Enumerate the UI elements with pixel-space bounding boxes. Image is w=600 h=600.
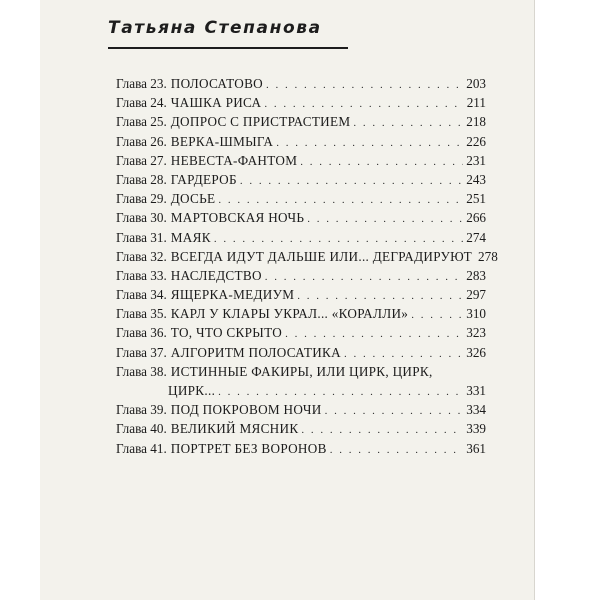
chapter-number: Глава 29.	[116, 191, 167, 207]
chapter-number: Глава 35.	[116, 306, 167, 322]
chapter-number: Глава 31.	[116, 229, 167, 245]
dot-leader	[300, 153, 463, 172]
chapter-number: Глава 25.	[116, 114, 167, 130]
toc-entry	[116, 247, 498, 266]
page-number: 278	[478, 248, 498, 264]
chapter-number: Глава 30.	[116, 210, 167, 226]
toc-entry	[116, 189, 486, 208]
dot-leader	[353, 114, 463, 133]
chapter-title: НЕВЕСТА-ФАНТОМ	[170, 152, 298, 168]
dot-leader	[276, 134, 463, 153]
right-margin	[535, 0, 600, 600]
toc-entry	[116, 93, 486, 112]
toc-entry	[116, 266, 486, 285]
toc-entry	[116, 151, 486, 170]
toc-entry	[116, 439, 486, 458]
chapter-title: ТО, ЧТО СКРЫТО	[170, 325, 283, 341]
left-margin	[0, 0, 40, 600]
dot-leader	[265, 268, 463, 287]
chapter-title: ДОПРОС С ПРИСТРАСТИЕМ	[170, 114, 351, 130]
table-of-contents	[116, 74, 498, 458]
chapter-number: Глава 38.	[116, 363, 167, 379]
chapter-number: Глава 40.	[116, 421, 167, 437]
page-number: 266	[466, 210, 486, 226]
page-number: 361	[466, 440, 486, 456]
page-number: 310	[466, 306, 486, 322]
chapter-number: Глава 26.	[116, 133, 167, 149]
toc-entry	[116, 285, 486, 304]
page-number: 243	[466, 171, 486, 187]
chapter-title: ВСЕГДА ИДУТ ДАЛЬШЕ ИЛИ... ДЕГРАДИРУЮТ	[170, 248, 473, 264]
chapter-title: НАСЛЕДСТВО	[170, 267, 262, 283]
page-number: 226	[466, 133, 486, 149]
toc-entry	[116, 170, 486, 189]
chapter-title: ГАРДЕРОБ	[170, 171, 237, 187]
chapter-title: МАЯК	[170, 229, 211, 245]
chapter-number: Глава 24.	[116, 95, 167, 111]
toc-entry	[116, 304, 486, 323]
chapter-title: МАРТОВСКАЯ НОЧЬ	[170, 210, 305, 226]
chapter-title: ДОСЬЕ	[170, 191, 216, 207]
chapter-number: Глава 27.	[116, 152, 167, 168]
toc-entry	[116, 74, 486, 93]
chapter-number: Глава 37.	[116, 344, 167, 360]
chapter-number: Глава 34.	[116, 287, 167, 303]
chapter-title: ВЕРКА-ШМЫГА	[170, 133, 274, 149]
page-number: 203	[466, 76, 486, 91]
dot-leader	[330, 441, 464, 460]
chapter-number: Глава 41.	[116, 440, 167, 456]
page-number: 251	[466, 191, 486, 207]
page-number: 218	[466, 114, 486, 130]
dot-leader	[325, 402, 464, 421]
toc-entry	[116, 400, 486, 419]
toc-entry	[116, 208, 486, 227]
chapter-number: Глава 23.	[116, 76, 167, 91]
chapter-title: ВЕЛИКИЙ МЯСНИК	[170, 421, 299, 437]
page-number: 326	[466, 344, 486, 360]
page-number: 297	[466, 287, 486, 303]
page-number: 283	[466, 267, 486, 283]
toc-entry	[116, 132, 486, 151]
chapter-number: Глава 33.	[116, 267, 167, 283]
page-number: 331	[466, 383, 486, 398]
chapter-title: ПОД ПОКРОВОМ НОЧИ	[170, 402, 322, 418]
dot-leader	[411, 306, 463, 325]
chapter-number: Глава 36.	[116, 325, 167, 341]
page-number: 231	[466, 152, 486, 168]
dot-leader	[240, 172, 463, 191]
page-number: 211	[466, 95, 486, 111]
chapter-number: Глава 28.	[116, 171, 167, 187]
page-number: 334	[466, 402, 486, 418]
chapter-title: ЧАШКА РИСА	[170, 95, 262, 111]
chapter-title-line1: ИСТИННЫЕ ФАКИРЫ, ИЛИ ЦИРК, ЦИРК,	[170, 363, 433, 379]
dot-leader	[266, 76, 463, 95]
toc-entry	[116, 323, 486, 342]
toc-entry	[116, 362, 486, 400]
dot-leader	[307, 210, 463, 229]
chapter-title: ЯЩЕРКА-МЕДИУМ	[170, 287, 295, 303]
toc-entry	[116, 228, 486, 247]
page-number: 339	[466, 421, 486, 437]
toc-entry	[116, 419, 486, 438]
chapter-number: Глава 32.	[116, 248, 167, 264]
chapter-title-line2: ЦИРК...	[168, 383, 216, 398]
page-number: 323	[466, 325, 486, 341]
chapter-title: КАРЛ У КЛАРЫ УКРАЛ... «КОРАЛЛИ»	[170, 306, 409, 322]
chapter-title: ПОРТРЕТ БЕЗ ВОРОНОВ	[170, 440, 327, 456]
page-number: 274	[466, 229, 486, 245]
header-rule	[108, 47, 348, 49]
chapter-number: Глава 39.	[116, 402, 167, 418]
chapter-title: АЛГОРИТМ ПОЛОСАТИКА	[170, 344, 341, 360]
running-header-author: Татьяна Степанова	[108, 18, 322, 38]
toc-entry	[116, 112, 486, 131]
chapter-title: ПОЛОСАТОВО	[170, 76, 264, 91]
toc-entry	[116, 343, 486, 362]
